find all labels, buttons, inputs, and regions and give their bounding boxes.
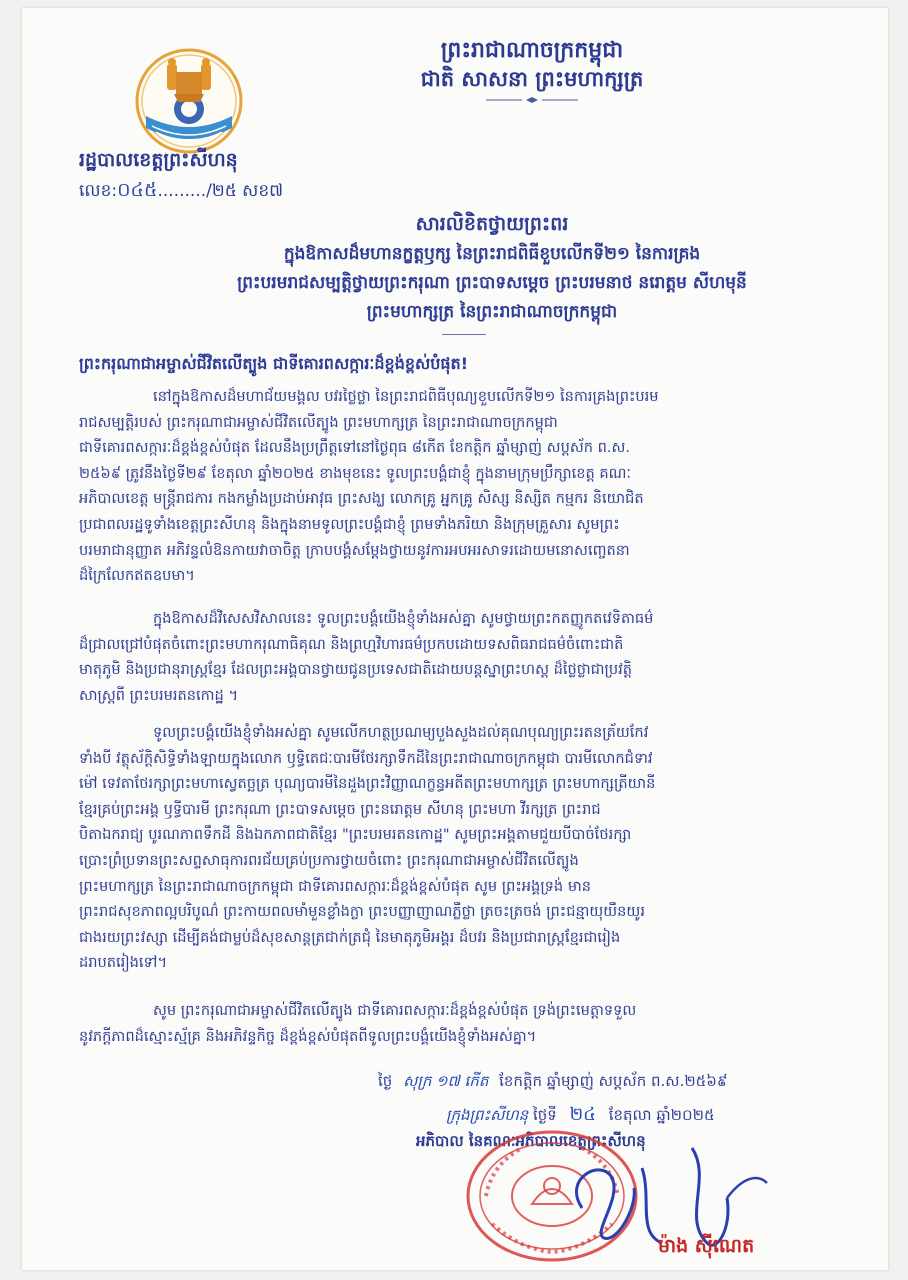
paragraph-3 (79, 720, 877, 976)
paragraph-line: ដរាបតរៀងទៅ។ (79, 954, 168, 972)
letter-title-line3: ព្រះបរមរាជសម្បត្តិថ្វាយព្រះករុណា ព្រះបាទសម្តេច ព្រះបរមនាថ នរោត្តម សីហមុនី (237, 273, 747, 293)
ref-dots: ......... (157, 181, 207, 201)
issuing-authority: រដ្ឋបាលខេត្តព្រះសីហនុ (79, 149, 238, 171)
kingdom-heading: ព្រះរាជាណាចក្រកម្ពុជា (440, 38, 624, 63)
paragraph-line: នៅក្នុងឱកាសដ៏មហាជ័យមង្គល បវរថ្លៃថ្លា នៃព្រះរាជពិធីបុណ្យខួបលើកទី២១ នៃការគ្រងព្រះបរម (153, 388, 659, 405)
paragraph-line: សូម ព្រះករុណាជាអម្ចាស់ជីវិតលើត្បូង ជាទីគោរពសក្ការៈដ៏ខ្ពង់ខ្ពស់បំផុត ទ្រង់ព្រះមេត្តាទទួល (153, 1002, 637, 1019)
paragraph-line: ទាំងបី វត្ថុស័ក្តិសិទ្ធិទាំងឡាយក្នុងលោក ឫទ្ធិតេជៈបារមីថែរក្សាទឹកដីនៃព្រះរាជាណាចក្រកម្ពុជា បារមីលោកជំទាវ (79, 749, 653, 767)
letter-title-line4: ព្រះមហាក្សត្រ នៃព្រះរាជាណាចក្រកម្ពុជា (366, 302, 618, 322)
paragraph-line: ខ្មែរគ្រប់ព្រះអង្គ ឫទ្ធីបារមី ព្រះករុណា ព្រះបាទសម្តេច ព្រះនរោត្តម សីហនុ ព្រះមហា វីរក្សត្រ ព្រះរាជ (79, 800, 601, 818)
paragraph-4 (79, 998, 877, 1049)
paragraph-line: រាជសម្បត្តិរបស់ ព្រះករុណាជាអម្ចាស់ជីវិតលើត្បូង ព្រះមហាក្សត្រ នៃព្រះរាជាណាចក្រកម្ពុជា (79, 413, 558, 431)
signatory-name: ម៉ាង ស៊ីណេត (658, 1235, 755, 1257)
letter-title: សារលិខិតថ្វាយព្រះពរ (415, 213, 569, 235)
paragraph-line: មាតុភូមិ និងប្រជានុរាស្ត្រខ្មែរ ដែលព្រះអង្គបានថ្វាយជូនប្រទេសជាតិដោយបន្តស្នាព្រះហស្ត ដ៏ថ្លៃថ្លាជាប្រវត្តិ (79, 661, 633, 679)
paragraph-2 (79, 606, 877, 708)
paragraph-1 (79, 384, 877, 589)
solar-place-handwritten: ក្រុងព្រះសីហនុ (446, 1106, 529, 1124)
ref-prefix: លេខ: (79, 181, 118, 201)
paragraph-line: ទូលព្រះបង្គំយើងខ្ញុំទាំងអស់គ្នា សូមលើកហត្ថប្រណម្យបួងសួងដល់គុណបុណ្យព្រះរតនត្រ័យកែវ (153, 724, 649, 741)
solar-date-day: ២៤ (569, 1104, 596, 1125)
lunar-date-handwritten: សុក្រ ១៧ កើត (403, 1072, 489, 1090)
solar-date-day-label: ថ្ងៃទី (532, 1106, 557, 1124)
paragraph-line: ដ៏ជ្រាលជ្រៅបំផុតចំពោះព្រះមហាករុណាធិគុណ និងព្រហ្មវិហារធម៌ប្រកបដោយទសពិធរាជធម៌ចំពោះជាតិ (79, 635, 624, 653)
paragraph-line: ជាងរយព្រះវស្សា ដើម្បីគង់ជាម្លប់ដ៏សុខសាន្តត្រជាក់ត្រជុំ នៃមាតុភូមិអង្គរ ដ៏បវរ និងប្រជារាស្ត្រខ្មែរជារៀង (79, 928, 621, 946)
nation-motto: ជាតិ សាសនា ព្រះមហាក្សត្រ (420, 67, 644, 91)
document-page (22, 8, 888, 1270)
paragraph-line: ជាទីគោរពសក្ការៈដ៏ខ្ពង់ខ្ពស់បំផុត ដែលនឹងប្រព្រឹត្តទៅនៅថ្ងៃពុធ ៨កើត ខែកត្តិក ឆ្នាំម្សាញ់ សប្តស័ក ព.ស. (79, 439, 631, 457)
ref-suffix: /២៥ សខ៧ (206, 181, 284, 201)
lunar-date (378, 1072, 728, 1094)
paragraph-line: នូវភក្តីភាពដ៏ស្មោះស្ម័គ្រ និងអភិវន្ទកិច្ច ដ៏ខ្ពង់ខ្ពស់បំផុតពីទូលព្រះបង្គំយើងខ្ញុំទាំងអស់គ្នា។ (79, 1027, 537, 1045)
reference-number (79, 178, 283, 206)
paragraph-line: អភិបាលខេត្ត មន្ត្រីរាជការ កងកម្លាំងប្រដាប់អាវុធ ព្រះសង្ឃ លោកគ្រូ អ្នកគ្រូ សិស្ស និស្សិត កម្មករ និយោជិត (79, 490, 644, 508)
lunar-date-prefix: ថ្ងៃ (378, 1072, 393, 1090)
ministry-emblem-logo (134, 46, 244, 156)
paragraph-line: សាស្ត្រពី ព្រះបរមរតនកោដ្ឋ ។ (79, 686, 239, 704)
paragraph-line: បិតាឯករាជ្យ បូរណភាពទឹកដី និងឯកភាពជាតិខ្មែរ "ព្រះបរមរតនកោដ្ឋ" សូមព្រះអង្គតាមជួយបីបាច់ថែរក្សា (79, 826, 632, 844)
paragraph-line: ប្រជាពលរដ្ឋទូទាំងខេត្តព្រះសីហនុ និងក្នុងនាមទូលព្រះបង្គំជាខ្ញុំ ព្រមទាំងភរិយា និងក្រុមគ្រួសារ សូមព្រះ (79, 515, 620, 533)
title-divider (442, 334, 486, 335)
paragraph-line: ម៉ៅ ទេវតាថែរក្សាព្រះមហាស្វេតច្ឆត្រ បុណ្យបារមីនៃដួងព្រះវិញ្ញាណក្ខន្ធអតីតព្រះមហាក្សត្រ ព្រះមហាក្សត្រីយានី (79, 775, 656, 793)
solar-date-rest: ខែតុលា ឆ្នាំ២០២៥ (608, 1106, 715, 1124)
paragraph-line: ក្នុងឱកាសដ៏វិសេសវិសាលនេះ ទូលព្រះបង្គំយើងខ្ញុំទាំងអស់គ្នា សូមថ្វាយព្រះកតញ្ញូកតវេទិតាធម៌ (153, 610, 654, 627)
motto-ornament (482, 96, 582, 104)
salutation: ព្រះករុណាជាអម្ចាស់ជីវិតលើត្បូង ជាទីគោរពសក្ការៈដ៏ខ្ពង់ខ្ពស់បំផុត! (79, 354, 468, 373)
paragraph-line: ព្រះរាជសុខភាពល្អបរិបូណ៌ ព្រះកាយពលមាំមួនខ្លាំងក្លា ព្រះបញ្ញាញាណភ្លឺថ្លា ត្រចះត្រចង់ ព្រះជន្មាយុយឺនយូរ (79, 903, 645, 921)
paragraph-line: ព្រះមហាក្សត្រ នៃព្រះរាជាណាចក្រកម្ពុជា ជាទីគោរពសក្ការៈដ៏ខ្ពង់ខ្ពស់បំផុត សូម ព្រះអង្គទ្រង់ មាន (79, 877, 591, 895)
ref-handwritten-number: ០៤៥ (117, 179, 158, 201)
letter-title-line2: ក្នុងឱកាសដ៏មហានក្ខត្តឫក្ស នៃព្រះរាជពិធីខួបលើកទី២១ នៃការគ្រង (283, 244, 701, 264)
paragraph-line: ដ៏ក្រៃលែកឥតឧបមា។ (79, 567, 195, 585)
paragraph-line: ២៥៦៩ ត្រូវនឹងថ្ងៃទី២៩ ខែតុលា ឆ្នាំ២០២៥ ខាងមុខនេះ ទូលព្រះបង្គំជាខ្ញុំ ក្នុងនាមក្រុមប្រឹក្សាខេត្ត គណៈ (79, 464, 631, 482)
lunar-date-rest: ខែកត្តិក ឆ្នាំម្សាញ់ សប្តស័ក ព.ស.២៥៦៩ (499, 1072, 728, 1090)
paragraph-line: ប្រោះព្រំប្រទានព្រះសព្ទសាធុការពរជ័យគ្រប់ប្រការថ្វាយចំពោះ ព្រះករុណាជាអម្ចាស់ជីវិតលើត្បូង (79, 851, 579, 869)
signatory-position: អភិបាល នៃគណៈអភិបាលខេត្តព្រះសីហនុ (416, 1132, 646, 1150)
paragraph-line: បរមរាជានុញ្ញាត អភិវន្ទលំឱនកាយវាចាចិត្ត ក្រាបបង្គំសម្តែងថ្វាយនូវការអបអរសាទរដោយមនោសញ្ចេតនា (79, 541, 630, 559)
